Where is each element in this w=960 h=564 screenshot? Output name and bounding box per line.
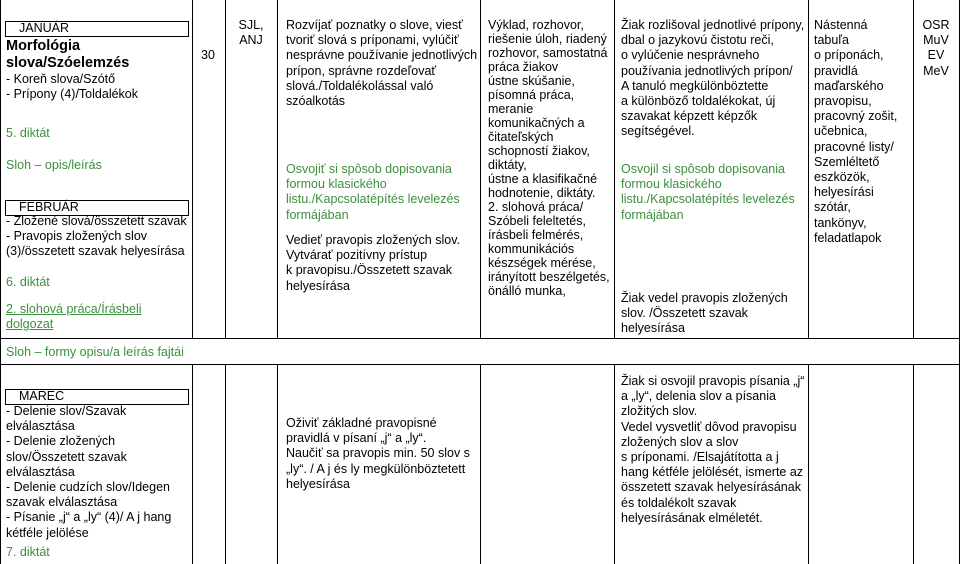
outcomes-line: hang kétféle jelölését, ismerte az (621, 465, 804, 480)
topic-list (6, 72, 138, 102)
outcomes-line: Vedel vysvetliť dôvod pravopisu (621, 419, 797, 434)
outcomes-line: dbal o jazykovú čistotu reči, (621, 33, 774, 48)
tools-line: eszközök, (814, 170, 870, 185)
hours-count: 30 (201, 48, 215, 62)
column-divider-6b (808, 364, 809, 564)
methods-line: írásbeli felmérés, (488, 228, 584, 242)
tools-line: o príponách, (814, 48, 884, 63)
tools-line: učebnica, (814, 124, 868, 139)
march-topic-list (6, 404, 171, 541)
goals-block-1 (286, 18, 477, 109)
month-box-march (5, 389, 189, 405)
topic-title-line-2: slova/Szóelemzés (6, 55, 130, 71)
tools-line: pravopisu, (814, 94, 872, 109)
tools-line: pracovný zošit, (814, 109, 898, 124)
column-divider-1 (192, 0, 193, 338)
column-divider-5 (614, 0, 615, 338)
outcomes-line: s príponami. /Elsajátította a j (621, 450, 779, 465)
column-divider-6 (808, 0, 809, 338)
topic-item: - Prípony (4)/Toldalékok (6, 87, 139, 102)
march-topic-item: slov/Összetett szavak (6, 449, 127, 464)
tools-line: Szemléltető (814, 154, 880, 169)
written-work-line: 2. slohová práca/Írásbeli (6, 302, 142, 316)
outcomes-line: összetett szavak helyesírásának (621, 480, 801, 495)
outcomes-line: a „ly“, delenia slov a písania (621, 389, 776, 404)
written-work-line: dolgozat (6, 317, 54, 332)
row-divider-2 (0, 364, 960, 365)
table-border-left (0, 0, 1, 564)
tools-line: szótár, (814, 200, 851, 215)
month-label-february: FEBRUÁR (19, 200, 79, 214)
march-goals (286, 416, 470, 492)
march-topic-item: szavak elválasztása (6, 495, 118, 510)
goals-line: Vytvárať pozitívny prístup (286, 248, 428, 263)
crosscut-item: MeV (923, 63, 949, 78)
crosscut-item: MuV (923, 33, 949, 48)
column-divider-3 (277, 0, 278, 338)
goals-line: helyesírása (286, 476, 350, 491)
methods-line: rozhovor, samostatná (488, 46, 608, 60)
outcomes-line: helyesírásának elméletét. (621, 510, 763, 525)
outcomes-line: A tanuló megkülönböztette (621, 78, 769, 93)
sloh-formy: Sloh – formy opisu/a leírás fajtái (6, 345, 184, 359)
goals-line: Rozvíjať poznatky o slove, viesť (286, 18, 463, 32)
goals-block-3 (286, 233, 460, 294)
march-topic-item: - Delenie cudzích slov/Idegen (6, 480, 170, 495)
column-divider-5b (614, 364, 615, 564)
tools-line: pracovné listy/ (814, 139, 894, 154)
methods-line: čitateľských (488, 130, 554, 144)
methods-line: diktáty, (488, 158, 527, 172)
goals-line: k pravopisu./Összetett szavak (286, 263, 453, 278)
dictation-5: 5. diktát (6, 126, 50, 140)
outcomes-line: Osvojil si spôsob dopisovania (621, 162, 785, 176)
outcomes-line: Žiak rozlišoval jednotlivé prípony, (621, 18, 805, 32)
column-divider-4b (480, 364, 481, 564)
column-divider-7b (913, 364, 914, 564)
topic-title-line-1: Morfológia (6, 38, 81, 54)
outcomes-line: Žiak vedel pravopis zložených (621, 291, 788, 305)
outcomes-line: szavakat képzett képzők (621, 109, 758, 124)
february-topic-item: - Zložené slová/összetett szavak (6, 214, 187, 228)
crosscut-item: OSR (922, 18, 950, 32)
march-topic-item: elválasztása (6, 464, 75, 479)
outcomes-line: és toldalékolt szavak (621, 495, 737, 510)
subject-item: ANJ (239, 33, 263, 48)
february-topic-list (6, 214, 187, 260)
goals-line: tvoriť slová s príponami, vylúčiť (286, 33, 459, 48)
methods-block (488, 18, 610, 298)
methods-line: komunikačných a (488, 116, 585, 130)
goals-line: szóalkotás (286, 94, 346, 109)
february-topic-item: - Pravopis zložených slov (6, 229, 148, 244)
methods-line: Výklad, rozhovor, (488, 18, 584, 32)
goals-line: prípon, správne rozdeľovať (286, 63, 437, 78)
goals-line: Osvojiť si spôsob dopisovania (286, 162, 452, 176)
tools-line: helyesírási (814, 185, 874, 200)
tools-line: feladatlapok (814, 230, 882, 245)
column-divider-2 (225, 0, 226, 338)
column-divider-3b (277, 364, 278, 564)
goals-line: listu./Kapcsolatépítés levelezés (286, 192, 460, 207)
outcomes-line: formájában (621, 207, 684, 222)
tools-line: pravidlá (814, 63, 858, 78)
methods-line: irányított beszélgetés, (488, 270, 610, 284)
outcomes-line: helyesírása (621, 321, 685, 336)
tools-line: tabuľa (814, 33, 849, 48)
column-divider-2b (225, 364, 226, 564)
march-topic-item: - Delenie slov/Szavak (6, 404, 127, 418)
goals-block-2 (286, 162, 460, 223)
goals-line: helyesírása (286, 278, 350, 293)
month-label-march: MAREC (19, 389, 65, 403)
month-box-january (5, 21, 189, 37)
outcomes-line: listu./Kapcsolatépítés levelezés (621, 192, 795, 207)
subject-item: SJL, (238, 18, 264, 32)
crosscut-item: EV (927, 48, 945, 63)
march-outcomes (621, 374, 804, 526)
methods-line: készségek mérése, (488, 256, 596, 270)
outcomes-line: o vylúčenie nesprávneho (621, 48, 760, 63)
goals-line: Oživiť základné pravopisné (286, 416, 437, 430)
methods-line: 2. slohová práca/ (488, 200, 584, 214)
outcomes-line: používania jednotlivých prípon/ (621, 63, 793, 78)
goals-line: pravidlá v písaní „j“ a „ly“. (286, 431, 427, 446)
methods-line: önálló munka, (488, 284, 566, 298)
goals-line: slová./Toldalékolással való (286, 78, 434, 93)
outcomes-block-3 (621, 291, 788, 337)
outcomes-line: zložitých slov. (621, 404, 698, 419)
methods-line: ústne skúšanie, (488, 74, 575, 88)
goals-line: „ly“. / A j és ly megkülönböztetett (286, 461, 466, 476)
methods-line: hodnotenie, diktáty. (488, 186, 596, 200)
methods-line: meranie (488, 102, 534, 116)
dictation-7: 7. diktát (6, 545, 50, 559)
outcomes-block-1 (621, 18, 804, 140)
methods-line: schopností žiakov, (488, 144, 590, 158)
methods-line: práca žiakov (488, 60, 559, 74)
goals-line: formou klasického (286, 177, 387, 192)
methods-line: písomná práca, (488, 88, 575, 102)
outcomes-line: zložených slov a slov (621, 434, 739, 449)
column-divider-4 (480, 0, 481, 338)
outcomes-line: Žiak si osvojil pravopis písania „j“ (621, 374, 805, 388)
row-divider-1 (0, 338, 960, 339)
outcomes-line: segítségével. (621, 124, 695, 139)
goals-line: Naučiť sa pravopis min. 50 slov s (286, 446, 470, 461)
february-topic-item: (3)/összetett szavak helyesírása (6, 244, 185, 259)
outcomes-line: a különböző toldalékokat, új (621, 94, 776, 109)
teaching-tools (814, 18, 897, 246)
outcomes-line: slov. /Összetett szavak (621, 306, 748, 321)
month-label-january: JANUÁR (19, 21, 70, 35)
methods-line: riešenie úloh, riadený (488, 32, 607, 46)
march-topic-item: elválasztása (6, 419, 75, 434)
tools-line: Nástenná (814, 18, 868, 32)
dictation-6: 6. diktát (6, 275, 50, 289)
march-topic-item: - Písanie „j“ a „ly“ (4)/ A j hang (6, 510, 172, 525)
written-work (6, 302, 142, 332)
march-topic-item: - Delenie zložených (6, 434, 116, 449)
topic-title (6, 38, 129, 72)
march-topic-item: kétféle jelölése (6, 525, 89, 540)
topic-item: - Koreň slova/Szótő (6, 72, 116, 86)
crosscutting-topics (913, 18, 959, 79)
methods-line: kommunikációs (488, 242, 575, 256)
column-divider-1b (192, 364, 193, 564)
goals-line: formájában (286, 207, 349, 222)
sloh-opis: Sloh – opis/leírás (6, 158, 102, 172)
methods-line: Szóbeli feleltetés, (488, 214, 586, 228)
methods-line: ústne a klasifikačné (488, 172, 598, 186)
goals-line: nesprávne používanie jednotlivých (286, 48, 478, 63)
outcomes-block-2 (621, 162, 795, 223)
outcomes-line: formou klasického (621, 177, 722, 192)
related-subjects (225, 18, 277, 48)
tools-line: tankönyv, (814, 215, 867, 230)
tools-line: maďarského (814, 78, 884, 93)
goals-line: Vedieť pravopis zložených slov. (286, 233, 460, 247)
